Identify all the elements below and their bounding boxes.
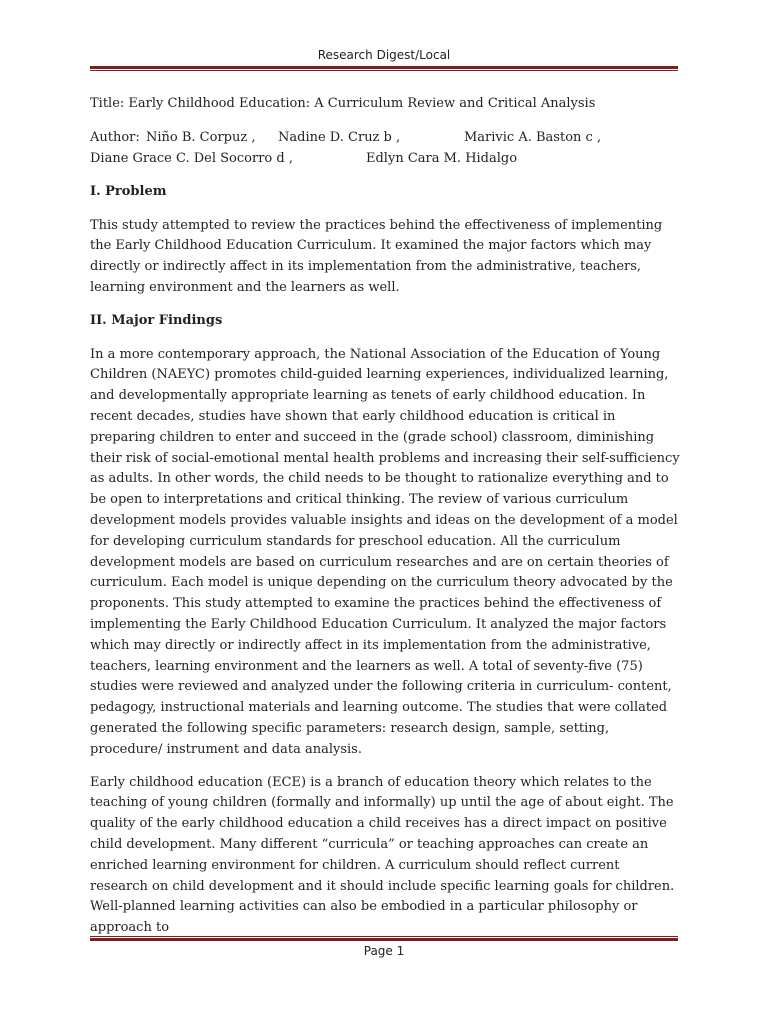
author-list [90,128,680,170]
footer-rule [90,936,678,941]
page-number: Page 1 [363,944,405,958]
author-name: Niño B. Corpuz , [146,129,256,145]
author-name: Nadine D. Cruz b , [278,129,401,145]
author-name: Edlyn Cara M. Hidalgo [366,150,518,166]
author-label: Author: [90,129,140,145]
running-header: Research Digest/Local [317,48,451,62]
document-body [90,94,680,951]
body-paragraph: In a more contemporary approach, the National Association of the Education of Young Children (NAEYC) promotes child-guided learning experiences, individualized learning, and developmentally appropriate learning as tenets of early childhood education. In recent decades, studies have shown that early childhood education is critical in preparing children to enter and succeed in the (grade school) classroom, diminishing their risk of social-emotional mental health problems and increasing their self-sufficiency as adults. In other words, the child needs to be thought to rationalize everything and to be open to interpretations and critical thinking. The review of various curriculum development models provides valuable insights and ideas on the development of a model for developing curriculum standards for preschool education. All the curriculum development models are based on curriculum researches and are on certain theories of curriculum. Each model is unique depending on the curriculum theory advocated by the proponents. This study attempted to examine the practices behind the effectiveness of implementing the Early Childhood Education Curriculum. It analyzed the major factors which may directly or indirectly affect in its implementation from the administrative, teachers, learning environment and the learners as well. A total of seventy-five (75) studies were reviewed and analyzed under the following criteria in curriculum- content, pedagogy, instructional materials and learning outcome. The studies that were collated generated the following specific parameters: research design, sample, setting, procedure/ instrument and data analysis. [90,346,680,757]
author-name: Diane Grace C. Del Socorro d , [90,150,293,166]
header-rule [90,66,678,71]
section-heading-major-findings: II. Major Findings [90,312,223,328]
paper-title: Title: Early Childhood Education: A Curriculum Review and Critical Analysis [90,96,596,111]
author-name: Marivic A. Baston c , [464,129,602,145]
section-heading-problem: I. Problem [90,183,167,199]
body-paragraph: Early childhood education (ECE) is a branch of education theory which relates to the teaching of young children (formally and informally) up until the age of about eight. The quality of the early childhood education a child receives has a direct impact on positive child development. Many different “curricula” or teaching approaches can create an enriched learning environment for children. A curriculum should reflect current research on child development and it should include specific learning goals for children. Well-planned learning activities can also be embodied in a particular philosophy or approach to [90,774,675,936]
body-paragraph: This study attempted to review the practices behind the effectiveness of implementing the Early Childhood Education Curriculum. It examined the major factors which may directly or indirectly affect in its implementation from the administrative, teachers, learning environment and the learners as well. [90,217,663,295]
